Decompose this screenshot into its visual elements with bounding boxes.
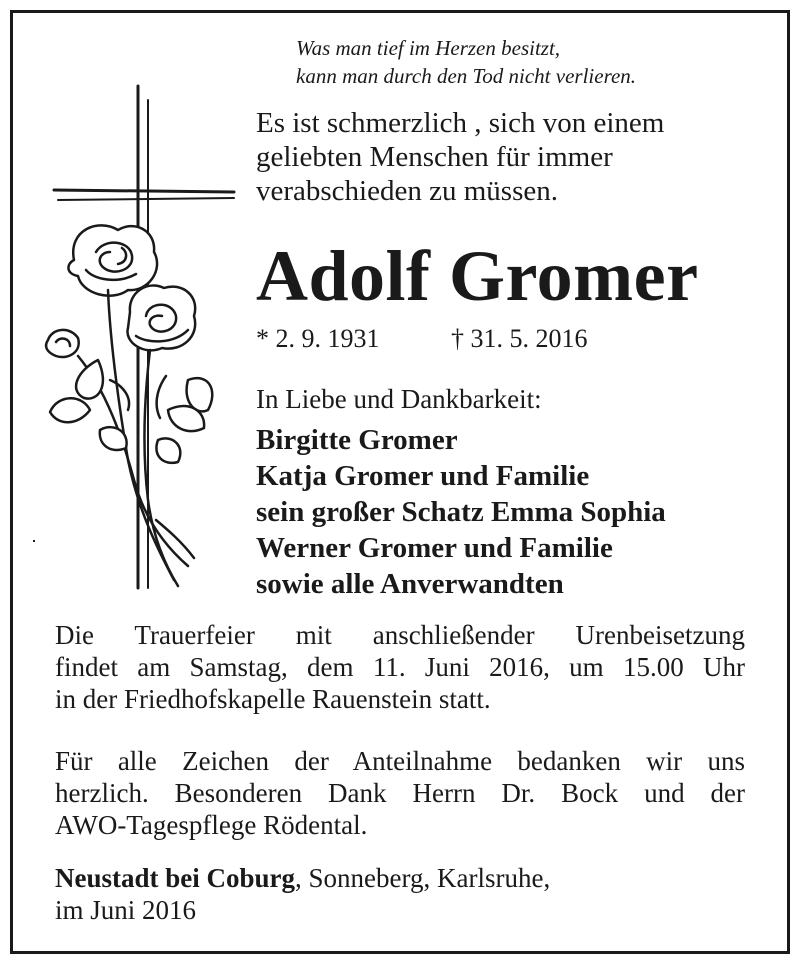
mourner-entry: sowie alle Anverwandten: [256, 568, 564, 600]
mourner-entry: sein großer Schatz Emma Sophia: [256, 496, 666, 528]
death-date: † 31. 5. 2016: [451, 324, 588, 353]
ceremony-line: Die Trauerfeier mit anschließender Urenbeisetzung: [55, 620, 745, 650]
motto-quote: [296, 34, 636, 90]
gratitude-paragraph: [55, 745, 745, 841]
intro-text: [256, 106, 664, 208]
ceremony-paragraph: [55, 619, 745, 715]
gratitude-line: herzlich. Besonderen Dank Herrn Dr. Bock und der: [55, 778, 745, 808]
intro-line: geliebten Menschen für immer: [256, 141, 613, 173]
intro-line: verabschieden zu müssen.: [256, 175, 558, 207]
deceased-name: Adolf Gromer: [256, 236, 699, 316]
place-and-date: [55, 862, 550, 926]
gratitude-line: Für alle Zeichen der Anteilnahme bedanken wir uns: [55, 746, 745, 776]
cross-with-roses-icon: [38, 80, 258, 600]
gratitude-line: AWO-Tagespflege Rödental.: [55, 810, 368, 840]
mourner-entry: Birgitte Gromer: [256, 424, 458, 456]
birth-date: * 2. 9. 1931: [256, 324, 380, 353]
motto-line: kann man durch den Tod nicht verlieren.: [296, 64, 637, 88]
motto-line: Was man tief im Herzen besitzt,: [296, 36, 561, 60]
ceremony-line: in der Friedhofskapelle Rauenstein statt.: [55, 684, 491, 714]
intro-line: Es ist schmerzlich , sich von einem: [256, 107, 665, 139]
place-line: [55, 862, 550, 894]
mourner-entry: Werner Gromer und Familie: [256, 532, 613, 564]
speck-mark: [33, 540, 35, 542]
mourners-list: [256, 422, 666, 602]
mourner-entry: Katja Gromer und Familie: [256, 460, 590, 492]
mourners-heading: In Liebe und Dankbarkeit:: [256, 384, 542, 414]
place-others: , Sonneberg, Karlsruhe,: [295, 863, 551, 893]
place-town: Neustadt bei Coburg: [55, 863, 296, 893]
ceremony-line: findet am Samstag, dem 11. Juni 2016, um 15.00 Uhr: [55, 652, 745, 682]
notice-date: im Juni 2016: [55, 895, 197, 925]
